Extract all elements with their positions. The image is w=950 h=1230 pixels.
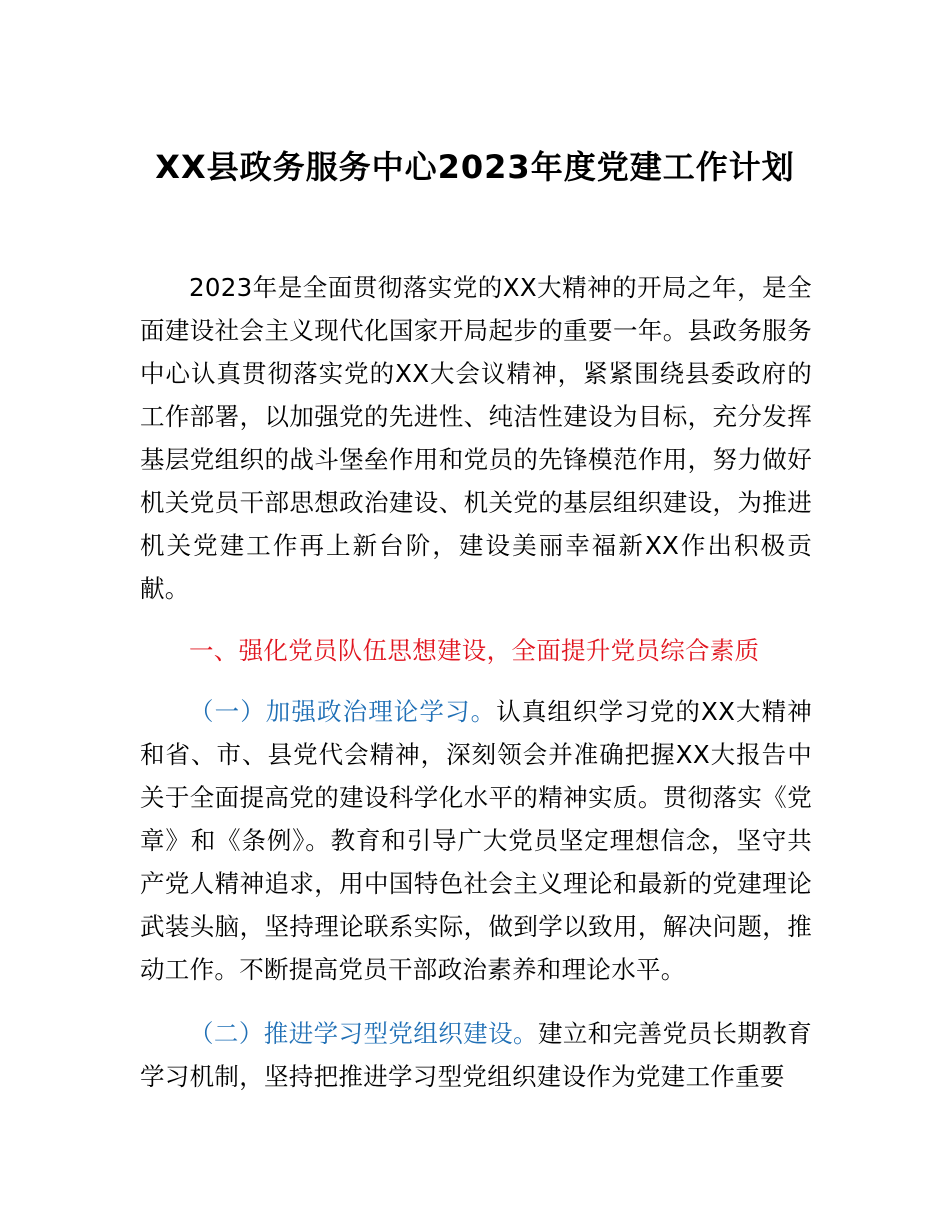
document-title: XX县政务服务中心2023年度党建工作计划 <box>155 148 795 186</box>
section-item-2-text: 建立和完善党员长期教育学习机制，坚持把推进学习型党组织建设作为党建工作重要 <box>140 1019 812 1091</box>
section-item-2 <box>140 1012 812 1098</box>
intro-paragraph: 2023年是全面贯彻落实党的XX大精神的开局之年，是全面建设社会主义现代化国家开局起步的重要一年。县政务服务中心认真贯彻落实党的XX大会议精神，紧紧围绕县委政府的工作部署，以加强党的先进性、纯洁性建设为目标，充分发挥基层党组织的战斗堡垒作用和党员的先锋模范作用，努力做好机关党员干部思想政治建设、机关党的基层组织建设，为推进机关党建工作再上新台阶，建设美丽幸福新XX作出积极贡献。 <box>140 273 812 603</box>
section-item-2-label: （二）推进学习型党组织建设。 <box>189 1019 538 1048</box>
section-heading-1: 一、强化党员队伍思想建设，全面提升党员综合素质 <box>189 636 760 665</box>
section-item-1 <box>140 690 812 991</box>
section-item-1-label: （一）加强政治理论学习。 <box>189 697 497 726</box>
section-item-1-text: 认真组织学习党的XX大精神和省、市、县党代会精神，深刻领会并准确把握XX大报告中关于全面提高党的建设科学化水平的精神实质。贯彻落实《党章》和《条例》。教育和引导广大党员坚定理想信念，坚守共产党人精神追求，用中国特色社会主义理论和最新的党建理论武装头脑，坚持理论联系实际，做到学以致用，解决问题，推动工作。不断提高党员干部政治素养和理论水平。 <box>140 697 812 984</box>
